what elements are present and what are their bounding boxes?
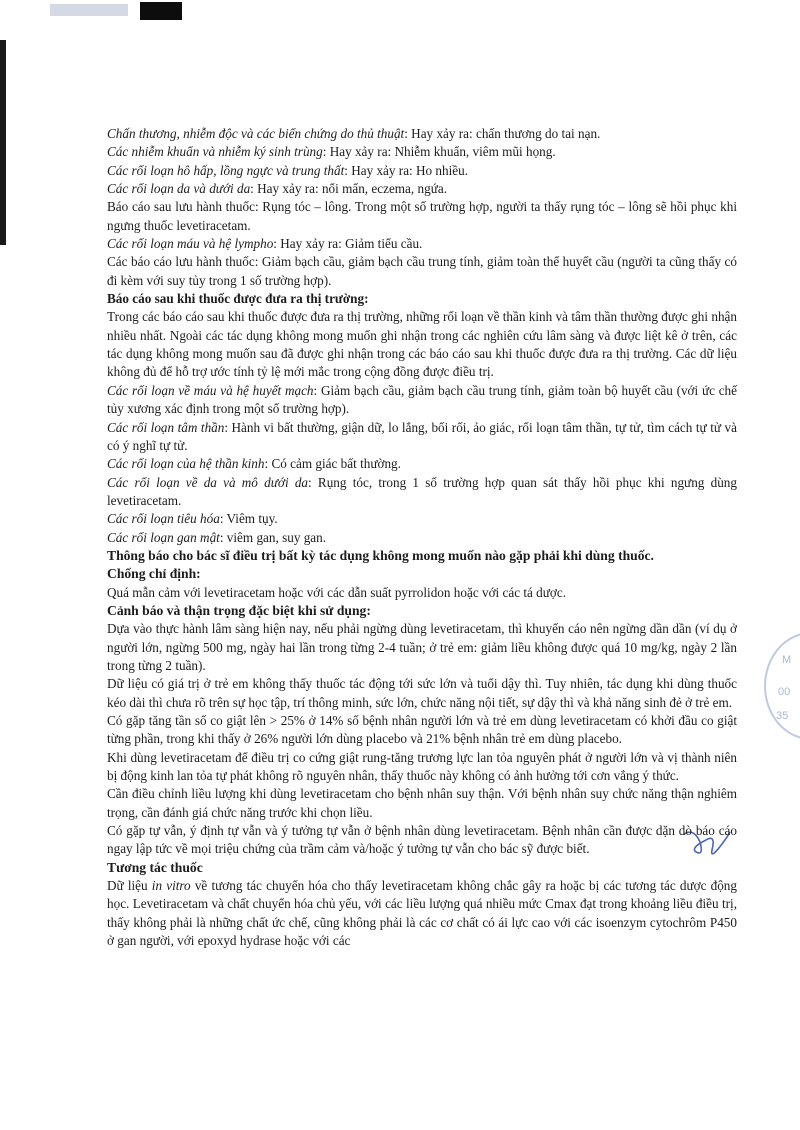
paragraph-text: Có gặp tăng tần số co giật lên > 25% ở 14% số bệnh nhân người lớn và trẻ em dùng levetiracetam có khởi đầu co giật từng phần, trong khi thấy ở 26% người lớn dùng placebo và 21% bệnh nhân trẻ em dùng placebo. xyxy=(107,713,737,747)
paragraph xyxy=(107,620,737,675)
italic-term: Các rối loạn tiêu hóa xyxy=(107,511,220,527)
paragraph xyxy=(107,125,737,143)
paragraph xyxy=(107,877,737,950)
italic-term: Các rối loạn tâm thần xyxy=(107,419,225,435)
paragraph xyxy=(107,584,737,602)
paragraph-text: : viêm gan, suy gan. xyxy=(219,529,327,545)
paragraph xyxy=(107,180,737,198)
italic-term: Các rối loạn da và dưới da xyxy=(107,181,251,197)
italic-term: in vitro xyxy=(151,878,191,894)
paragraph-text: Có gặp tự vẫn, ý định tự vẫn và ý tưởng tự vẫn ở bệnh nhân dùng levetiracetam. Bệnh nhân cần được dặn dò báo cáo ngay lập tức về mọi triệu chứng của trầm cảm và/hoặc ý tưởng tự vẫn cho bác sỹ được biết. xyxy=(107,823,737,857)
paragraph-text: Tương tác thuốc xyxy=(107,859,203,875)
section-heading xyxy=(107,547,737,565)
paragraph-text: Các báo cáo lưu hành thuốc: Giảm bạch cầu, giảm bạch cầu trung tính, giảm toàn thể huyết cầu (người ta cũng thấy có đi kèm với suy tủy trong 1 số trường hợp). xyxy=(107,254,737,288)
italic-term: Các rối loạn máu và hệ lympho xyxy=(107,236,274,252)
scan-artifact-black xyxy=(140,2,182,20)
paragraph xyxy=(107,455,737,473)
section-heading xyxy=(107,602,737,620)
italic-term: Các rối loạn về da và mô dưới da xyxy=(107,474,309,490)
paragraph-text: : Hay xảy ra: Ho nhiều. xyxy=(344,162,469,178)
paragraph-text: Chống chỉ định: xyxy=(107,566,201,582)
scan-edge-mark xyxy=(0,40,6,245)
paragraph xyxy=(107,253,737,290)
paragraph xyxy=(107,235,737,253)
paragraph xyxy=(107,162,737,180)
paragraph xyxy=(107,712,737,749)
paragraph-text: Khi dùng levetiracetam để điều trị co cứng giật rung-tăng trương lực lan tỏa nguyên phát ở người lớn và vị thành niên bị động kinh lan tỏa tự phát không rõ nguyên nhân, thấy thuốc này không có ảnh hưởng tới cơn vắng ý thức. xyxy=(107,749,737,784)
paragraph-text: Cảnh báo và thận trọng đặc biệt khi sử dụng: xyxy=(107,602,371,618)
paragraph xyxy=(107,822,737,859)
paragraph-text: Dữ liệu có giá trị ở trẻ em không thấy thuốc tác động tới sức lớn và tuổi dậy thì. Tuy nhiên, tác dụng khi dùng thuốc kéo dài thì chưa rõ trên sự học tập, trí thông minh, sức lớn, chức năng nội tiết, sự dậy thì và khả năng sinh đẻ ở trẻ em. xyxy=(107,676,737,710)
italic-term: Chấn thương, nhiễm độc và các biến chứng do thủ thuật xyxy=(107,126,405,141)
paragraph xyxy=(107,198,737,235)
paragraph xyxy=(107,749,737,786)
paragraph xyxy=(107,529,737,547)
paragraph-text: Cần điều chỉnh liều lượng khi dùng levetiracetam cho bệnh nhân suy thận. Với bệnh nhân suy chức năng thận nghiêm trọng, cần đánh giá chức năng trước khi chọn liều. xyxy=(107,786,737,820)
paragraph xyxy=(107,308,737,381)
paragraph-text: : Viêm tụy. xyxy=(219,511,278,527)
italic-term: Các rối loạn gan mật xyxy=(107,529,220,545)
paragraph-text: : Hay xảy ra: Giảm tiểu cầu. xyxy=(273,236,423,252)
paragraph xyxy=(107,419,737,456)
italic-term: Các rối loạn của hệ thần kinh xyxy=(107,456,265,472)
paragraph xyxy=(107,675,737,712)
paragraph xyxy=(107,785,737,822)
paragraph-text: Dữ liệu xyxy=(107,878,152,894)
paragraph-text: Dựa vào thực hành lâm sàng hiện nay, nếu phải ngừng dùng levetiracetam, thì khuyến cáo nên ngừng dần dần (ví dụ ở người lớn, ngừng 500 mg, ngày hai lần trong từng 2-4 tuần; ở trẻ em: giảm liều không được quá 10 mg/kg, ngày 2 lần trong từng 2 tuần). xyxy=(107,621,737,673)
stamp-text: M xyxy=(782,654,792,666)
stamp-seal xyxy=(764,632,800,740)
stamp-text: 35 xyxy=(776,710,789,722)
paragraph xyxy=(107,382,737,419)
paragraph-text: : Hay xảy ra: chấn thương do tai nạn. xyxy=(404,126,601,141)
paragraph-text: : Hành vi bất thường, giận dữ, lo lắng, bối rối, ảo giác, rối loạn tâm thần, tự tử, tìm cách tự tử và có ý nghĩ tự tử. xyxy=(107,419,737,453)
paragraph-text: : Hay xảy ra: nổi mẩn, eczema, ngứa. xyxy=(250,181,447,197)
document-body xyxy=(107,125,737,950)
paragraph xyxy=(107,143,737,161)
section-heading xyxy=(107,859,737,877)
section-heading xyxy=(107,565,737,583)
italic-term: Các rối loạn hô hấp, lồng ngực và trung thất xyxy=(107,162,345,178)
paragraph-text: Báo cáo sau khi thuốc được đưa ra thị trường: xyxy=(107,291,369,307)
section-heading xyxy=(107,290,737,308)
stamp-text: 00 xyxy=(778,686,791,698)
paragraph xyxy=(107,474,737,511)
paragraph-text: : Có cảm giác bất thường. xyxy=(264,456,401,472)
paragraph-text: Trong các báo cáo sau khi thuốc được đưa ra thị trường, những rối loạn về thần kinh và tâm thần thường được ghi nhận nhiều nhất. Ngoài các tác dụng không mong muốn ghi nhận trong các nghiên cứu lâm sàng và được liệt kê ở trên, các tác dụng không mong muốn sau đã được ghi nhận trong các báo cáo sau khi thuốc được đưa ra thị trường. Các dữ liệu không đủ để hỗ trợ ước tính tỷ lệ mới mắc trong cộng đồng được điều trị. xyxy=(107,309,737,380)
italic-term: Các rối loạn về máu và hệ huyết mạch xyxy=(107,382,314,398)
scan-artifact-grey xyxy=(50,4,128,16)
paragraph xyxy=(107,510,737,528)
paragraph-text: Thông báo cho bác sĩ điều trị bất kỳ tác dụng không mong muốn nào gặp phải khi dùng thuốc. xyxy=(107,547,654,563)
paragraph-text: : Rụng tóc, trong 1 số trường hợp quan sát thấy hồi phục khi ngưng dùng levetiracetam. xyxy=(107,474,737,508)
italic-term: Các nhiễm khuẩn và nhiễm ký sinh trùng xyxy=(107,144,323,160)
paragraph-text: Quá mẫn cảm với levetiracetam hoặc với các dẫn suất pyrrolidon hoặc với các tá dược. xyxy=(107,584,567,600)
paragraph-text: : Hay xảy ra: Nhiễm khuẩn, viêm mũi họng. xyxy=(322,144,556,160)
paragraph-text: Báo cáo sau lưu hành thuốc: Rụng tóc – lông. Trong một số trường hợp, người ta thấy rụng tóc – lông sẽ hồi phục khi ngưng thuốc levetiracetam. xyxy=(107,199,737,233)
paragraph-text: về tương tác chuyển hóa cho thấy levetiracetam không chắc gây ra hoặc bị các tương tác dược động học. Levetiracetam và chất chuyển hóa chủ yếu, với các liều lượng quá nhiều mức Cmax đạt trong khoảng liều điều trị, thấy không phải là những chất ức chế, cũng không phải là các cơ chất có ái lực cao với các isoenzym cytochrôm P450 ở gan người, với epoxyd hydrase hoặc với các xyxy=(107,878,737,949)
paragraph-text: : Giảm bạch cầu, giảm bạch cầu trung tính, giảm toàn bộ huyết cầu (với ức chế tủy xương xác định trong một số trường hợp). xyxy=(107,382,738,417)
